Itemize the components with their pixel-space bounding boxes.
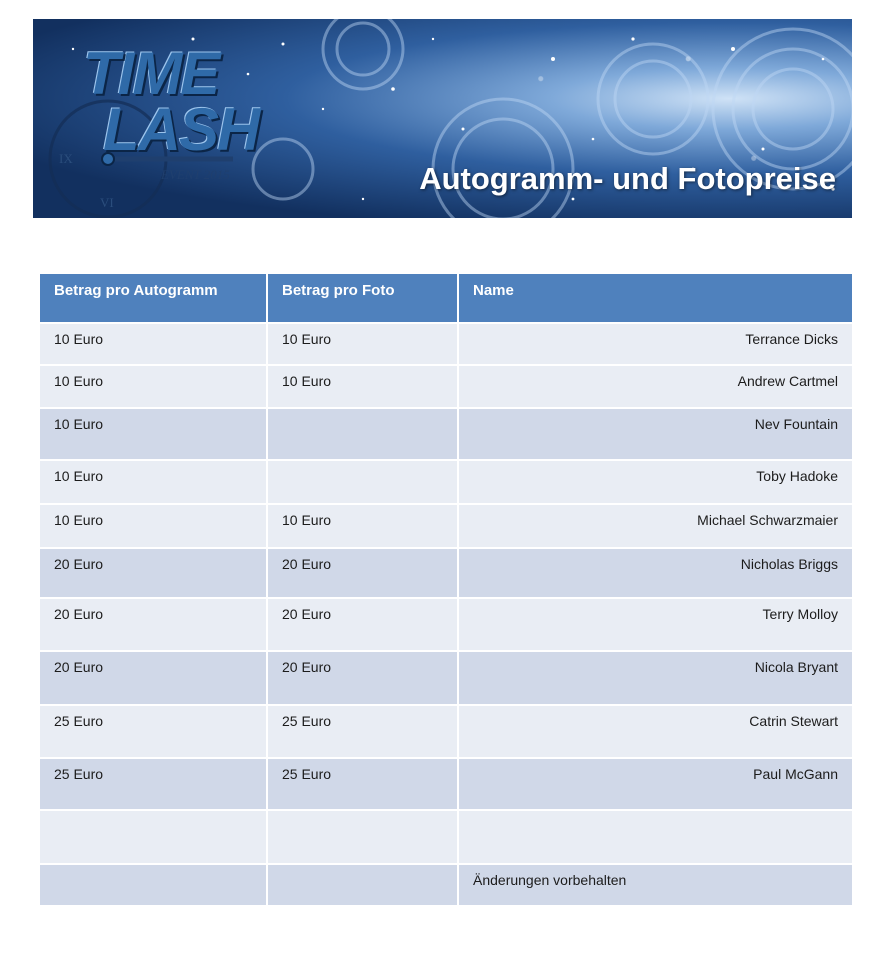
cell-name: Nicola Bryant bbox=[458, 651, 853, 705]
cell-foto: 10 Euro bbox=[267, 504, 458, 548]
cell-foto bbox=[267, 810, 458, 864]
cell-autogramm: 20 Euro bbox=[39, 598, 267, 651]
table-row bbox=[39, 864, 853, 906]
cell-foto: 25 Euro bbox=[267, 705, 458, 758]
cell-foto: 20 Euro bbox=[267, 598, 458, 651]
logo-event-text: EVENT 2015 bbox=[161, 167, 230, 182]
cell-name: Nev Fountain bbox=[458, 408, 853, 460]
cell-foto: 20 Euro bbox=[267, 548, 458, 598]
cell-foto: 25 Euro bbox=[267, 758, 458, 810]
cell-foto bbox=[267, 408, 458, 460]
column-header-autogramm: Betrag pro Autogramm bbox=[39, 273, 267, 323]
cell-name: Catrin Stewart bbox=[458, 705, 853, 758]
page-title: Autogramm- und Fotopreise bbox=[419, 161, 836, 196]
clock-numeral-ix: IX bbox=[59, 151, 73, 166]
price-table bbox=[38, 272, 854, 907]
cell-autogramm: 25 Euro bbox=[39, 758, 267, 810]
logo-lash-text: LASH bbox=[103, 96, 259, 163]
table-row bbox=[39, 408, 853, 460]
table-row bbox=[39, 705, 853, 758]
cell-name: Terrance Dicks bbox=[458, 323, 853, 365]
cell-foto: 10 Euro bbox=[267, 365, 458, 408]
table-row bbox=[39, 504, 853, 548]
cell-name bbox=[458, 810, 853, 864]
logo-time-text: TIME bbox=[83, 40, 219, 107]
cell-name: Terry Molloy bbox=[458, 598, 853, 651]
cell-autogramm: 25 Euro bbox=[39, 705, 267, 758]
table-row bbox=[39, 651, 853, 705]
table-note: Änderungen vorbehalten bbox=[458, 864, 853, 906]
cell-name: Toby Hadoke bbox=[458, 460, 853, 504]
table-row bbox=[39, 758, 853, 810]
cell-autogramm: 10 Euro bbox=[39, 408, 267, 460]
cell-autogramm: 10 Euro bbox=[39, 504, 267, 548]
table-row bbox=[39, 460, 853, 504]
column-header-name: Name bbox=[458, 273, 853, 323]
column-header-foto: Betrag pro Foto bbox=[267, 273, 458, 323]
cell-foto bbox=[267, 864, 458, 906]
cell-autogramm: 10 Euro bbox=[39, 323, 267, 365]
cell-name: Michael Schwarzmaier bbox=[458, 504, 853, 548]
table-row bbox=[39, 365, 853, 408]
table-row bbox=[39, 598, 853, 651]
cell-autogramm bbox=[39, 810, 267, 864]
cell-foto bbox=[267, 460, 458, 504]
cell-foto: 20 Euro bbox=[267, 651, 458, 705]
table-header-row bbox=[39, 273, 853, 323]
cell-foto: 10 Euro bbox=[267, 323, 458, 365]
cell-name: Nicholas Briggs bbox=[458, 548, 853, 598]
cell-autogramm: 10 Euro bbox=[39, 460, 267, 504]
cell-autogramm: 20 Euro bbox=[39, 651, 267, 705]
cell-autogramm: 20 Euro bbox=[39, 548, 267, 598]
table-row bbox=[39, 323, 853, 365]
cell-autogramm: 10 Euro bbox=[39, 365, 267, 408]
cell-autogramm bbox=[39, 864, 267, 906]
clock-numeral-vi: VI bbox=[100, 195, 114, 210]
cell-name: Paul McGann bbox=[458, 758, 853, 810]
table-row bbox=[39, 810, 853, 864]
table-row bbox=[39, 548, 853, 598]
cell-name: Andrew Cartmel bbox=[458, 365, 853, 408]
header-banner bbox=[33, 19, 852, 218]
